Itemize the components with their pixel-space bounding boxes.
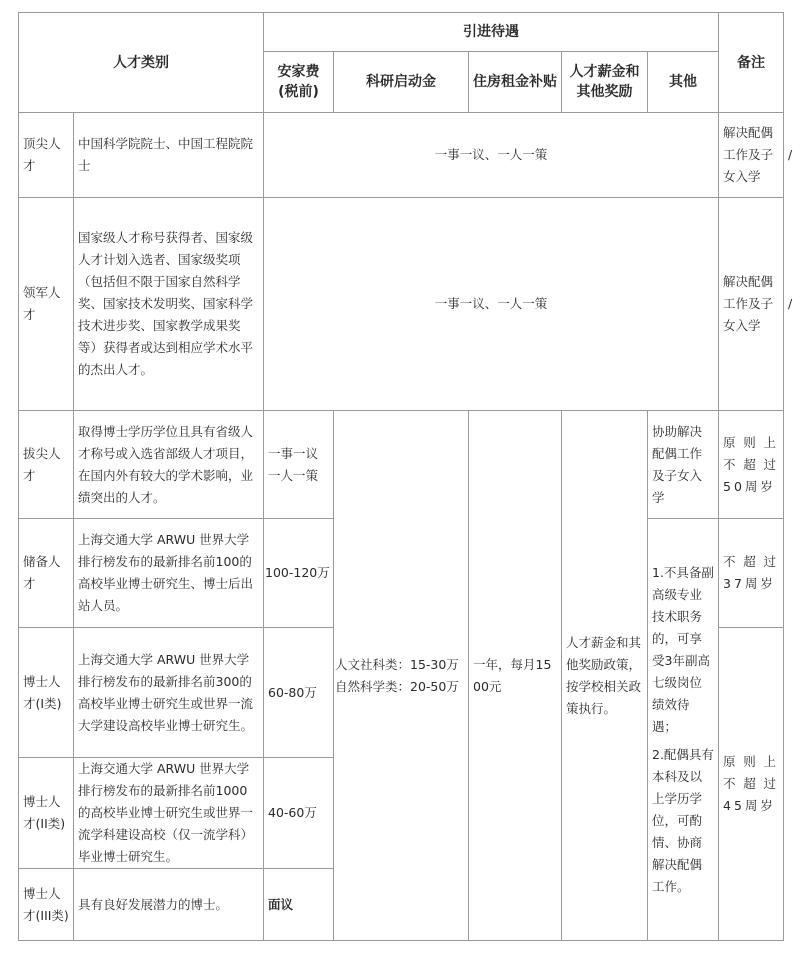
other-benefit: 协助解决配偶工作及子女入学: [648, 411, 719, 519]
table-row: 顶尖人才 中国科学院院士、中国工程院院士 一事一议、一人一策 解决配偶工作及子女入学 /: [19, 113, 784, 198]
talent-type: 顶尖人才: [19, 113, 74, 198]
research-fund: [334, 411, 469, 941]
other-benefit-1: 1.不具备副高级专业技术职务的，可享受3年副高七级岗位绩效待遇；: [652, 564, 714, 734]
talent-benefits-table: [18, 12, 793, 941]
talent-desc: 取得博士学历学位且具有省级人才称号或入选省部级人才项目，在国内外有较大的学术影响，业绩突出的人才。: [74, 411, 264, 519]
header-research-fund: 科研启动金: [334, 52, 469, 113]
other-benefit: 解决配偶工作及子女入学: [719, 113, 784, 198]
table-row: 领军人才 国家级人才称号获得者、国家级人才计划入选者、国家级奖项（包括但不限于国家自然科学奖、国家技术发明奖、国家科学技术进步奖、国家教学成果奖等）获得者或达到相应学术水平的杰出人才。 一事一议、一人一策 解决配偶工作及子女入学 /: [19, 198, 784, 411]
talent-desc: 中国科学院院士、中国工程院院士: [74, 113, 264, 198]
housing-subsidy: 一年，每月1500元: [469, 411, 562, 941]
remark: 原则上不超过45周岁: [719, 628, 784, 941]
header-category: 人才类别: [19, 13, 264, 113]
merged-benefit: 一事一议、一人一策: [264, 198, 719, 411]
settlement-fee: 40-60万: [264, 758, 334, 869]
talent-type: 博士人才(III类): [19, 869, 74, 941]
talent-desc: 上海交通大学 ARWU 世界大学排行榜发布的最新排名前1000的高校毕业博士研究生或世界一流学科建设高校（仅一流学科）毕业博士研究生。: [74, 758, 264, 869]
table-row: [19, 411, 784, 519]
merged-benefit: 一事一议、一人一策: [264, 113, 719, 198]
header-settlement: 安家费(税前): [264, 52, 334, 113]
settlement-fee: 一事一议 一人一策: [264, 411, 334, 519]
header-remarks: 备注: [719, 13, 784, 113]
other-benefit-2: 2.配偶具有本科及以上学历学位，可酌情、协商解决配偶工作。: [652, 746, 714, 894]
talent-type: 博士人才(II类): [19, 758, 74, 869]
settlement-fee: 60-80万: [264, 628, 334, 758]
other-benefit: 解决配偶工作及子女入学: [719, 198, 784, 411]
header-benefits: 引进待遇: [264, 13, 719, 52]
talent-type: 拔尖人才: [19, 411, 74, 519]
talent-desc: 上海交通大学 ARWU 世界大学排行榜发布的最新排名前100的高校毕业博士研究生、博士后出站人员。: [74, 519, 264, 628]
remark: 不超过37周岁: [719, 519, 784, 628]
header-housing: 住房租金补贴: [469, 52, 562, 113]
talent-desc: 具有良好发展潜力的博士。: [74, 869, 264, 941]
salary-policy: 人才薪金和其他奖励政策，按学校相关政策执行。: [562, 411, 648, 941]
talent-desc: 国家级人才称号获得者、国家级人才计划入选者、国家级奖项（包括但不限于国家自然科学奖、国家技术发明奖、国家科学技术进步奖、国家教学成果奖等）获得者或达到相应学术水平的杰出人才。: [74, 198, 264, 411]
talent-desc: 上海交通大学 ARWU 世界大学排行榜发布的最新排名前300的高校毕业博士研究生或世界一流大学建设高校毕业博士研究生。: [74, 628, 264, 758]
research-fund-science: 自然科学类：20-50万: [335, 678, 459, 694]
header-salary: 人才薪金和其他奖励: [562, 52, 648, 113]
remark: 原则上不超过50周岁: [719, 411, 784, 519]
settlement-fee: 面议: [264, 869, 334, 941]
header-other: 其他: [648, 52, 719, 113]
research-fund-humanities: 人文社科类：15-30万: [335, 656, 459, 672]
settlement-fee: 100-120万: [264, 519, 334, 628]
talent-type: 领军人才: [19, 198, 74, 411]
other-benefit: [648, 519, 719, 941]
talent-type: 博士人才(I类): [19, 628, 74, 758]
talent-type: 储备人才: [19, 519, 74, 628]
